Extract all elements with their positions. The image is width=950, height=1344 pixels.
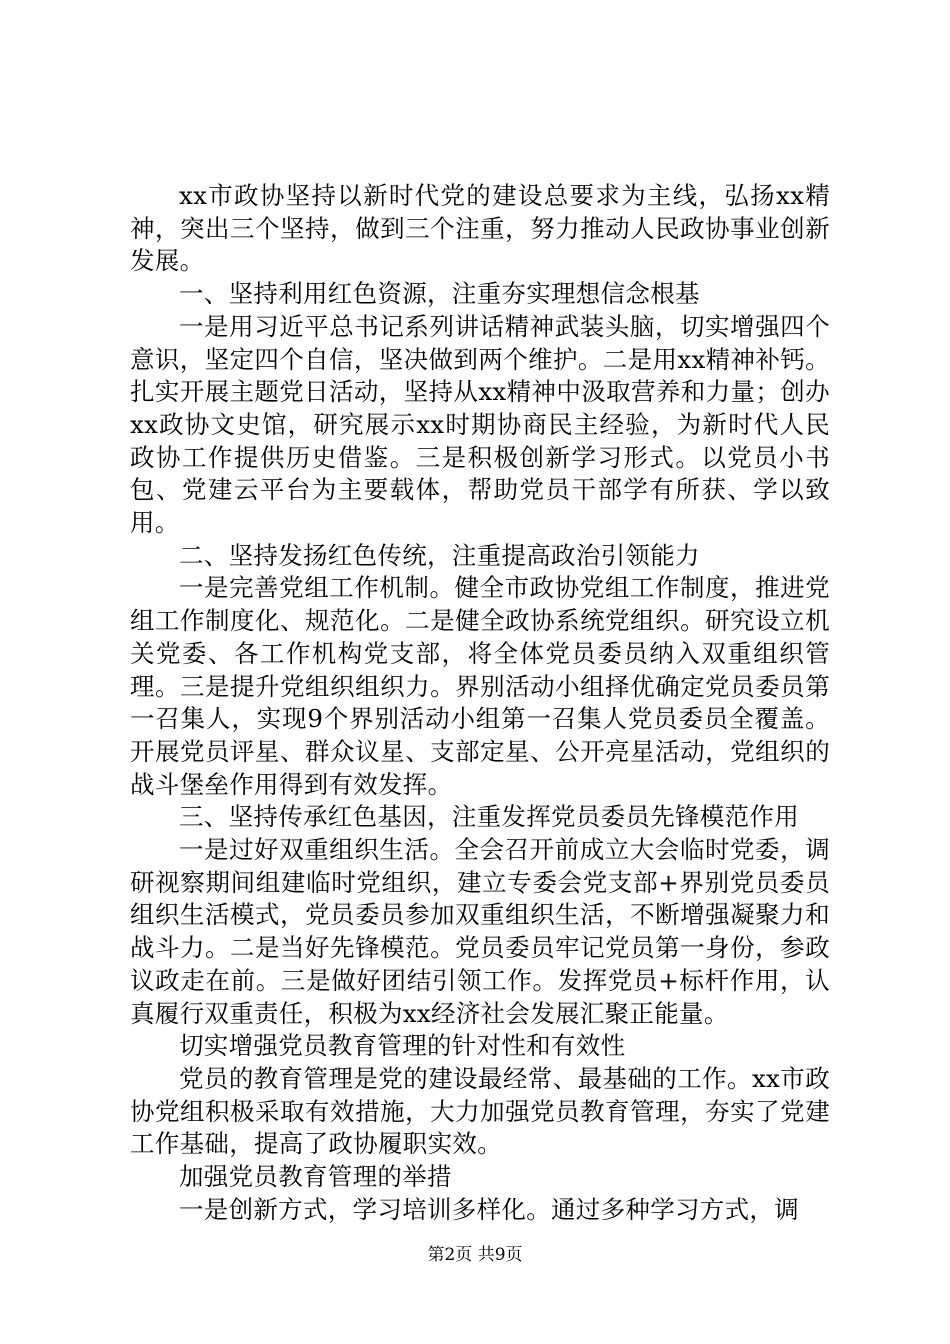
paragraph-section-3: 一是过好双重组织生活。全会召开前成立大会临时党委，调研视察期间组建临时党组织，建立专委会党支部+界别党员委员组织生活模式，党员委员参加双重组织生活，不断增强凝聚力和战斗力。二是当好先锋模范。党员委员牢记党员第一身份，参政议政走在前。三是做好团结引领工作。发挥党员+标杆作用，认真履行双重责任，积极为xx经济社会发展汇聚正能量。 [130, 835, 830, 1028]
section-heading-2: 二、坚持发扬红色传统，注重提高政治引领能力 [179, 540, 700, 570]
paragraph-intro: xx市政协坚持以新时代党的建设总要求为主线，弘扬xx精神，突出三个坚持，做到三个注重，努力推动人民政协事业创新发展。 [130, 181, 830, 276]
paragraph-education: 党员的教育管理是党的建设最经常、最基础的工作。xx市政协党组积极采取有效措施，大力加强党员教育管理，夯实了党建工作基础，提高了政协履职实效。 [130, 1063, 830, 1159]
section-heading-1: 一、坚持利用红色资源，注重夯实理想信念根基 [179, 279, 700, 309]
paragraph-section-2: 一是完善党组工作机制。健全市政协党组工作制度，推进党组工作制度化、规范化。二是健全政协系统党组织。研究设立机关党委、各工作机构党支部，将全体党员委员纳入双重组织管理。三是提升党组织组织力。界别活动小组择优确定党员委员第一召集人，实现9个界别活动小组第一召集人党员委员全覆盖。开展党员评星、群众议星、支部定星、公开亮星活动，党组织的战斗堡垒作用得到有效发挥。 [130, 573, 830, 799]
measures-heading: 加强党员教育管理的举措 [179, 1162, 452, 1192]
subtitle-heading: 切实增强党员教育管理的针对性和有效性 [179, 1031, 626, 1061]
section-heading-3: 三、坚持传承红色基因，注重发挥党员委员先锋模范作用 [179, 802, 799, 832]
paragraph-section-1: 一是用习近平总书记系列讲话精神武装头脑，切实增强四个意识，坚定四个自信，坚决做到两个维护。二是用xx精神补钙。扎实开展主题党日活动，坚持从xx精神中汲取营养和力量；创办xx政协文史馆，研究展示xx时期协商民主经验，为新时代人民政协工作提供历史借鉴。三是积极创新学习形式。以党员小书包、党建云平台为主要载体，帮助党员干部学有所获、学以致用。 [130, 311, 830, 538]
page-number-footer: 第2页 共9页 [427, 1245, 523, 1265]
document-body [130, 180, 830, 1227]
paragraph-measures: 一是创新方式，学习培训多样化。通过多种学习方式，调 [179, 1194, 799, 1224]
